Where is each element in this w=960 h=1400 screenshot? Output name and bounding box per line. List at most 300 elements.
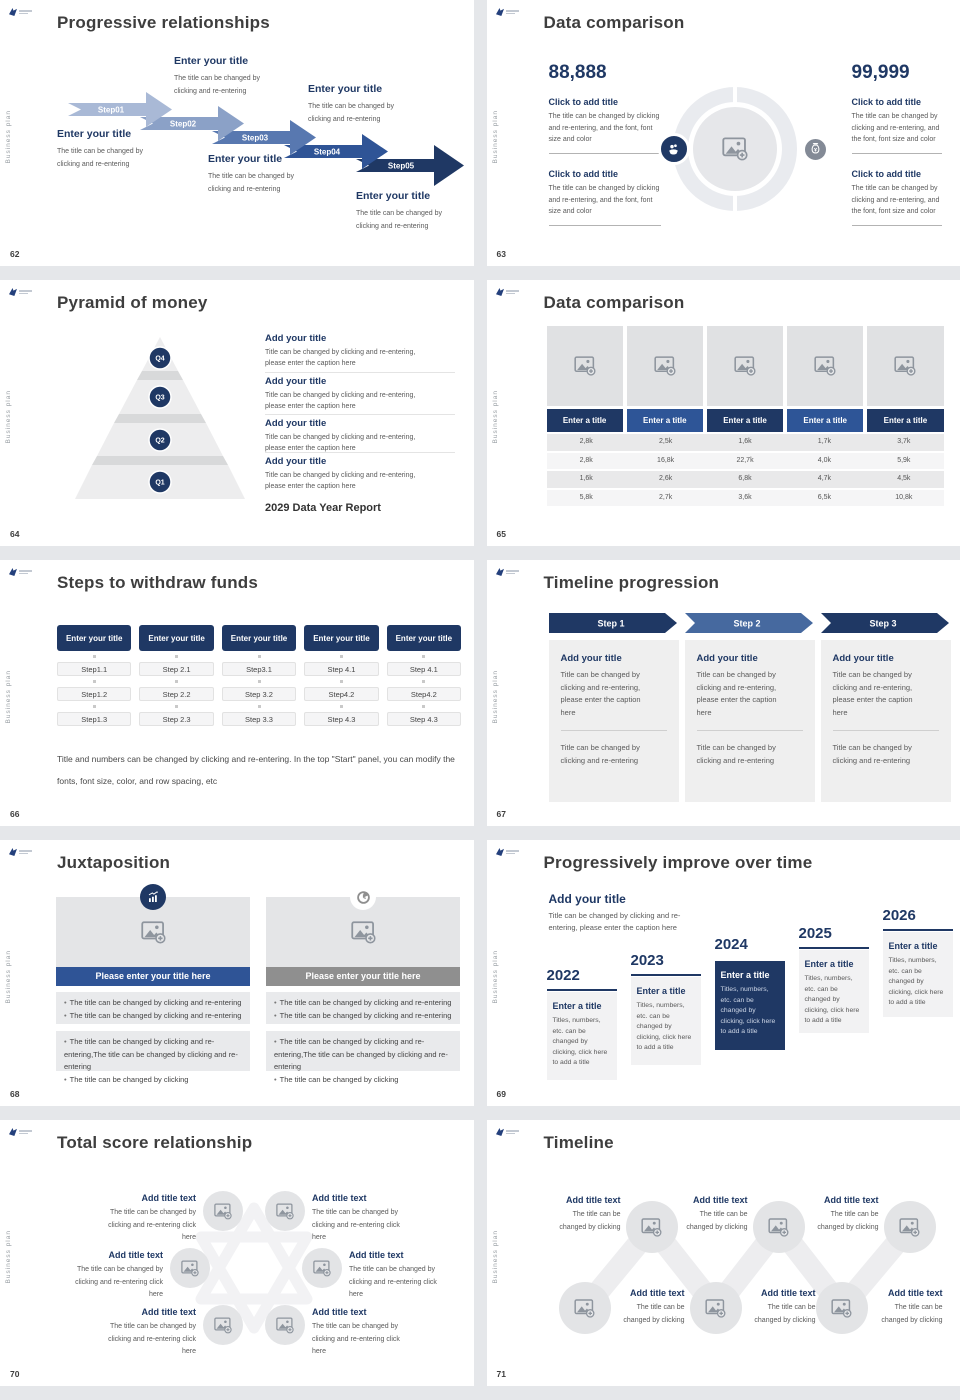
bar-chart-icon [146, 890, 161, 905]
year-rule [631, 974, 701, 976]
bullet-item: • The title can be changed by clicking and re-entering,The title can be changed by clicking and re-entering [274, 1037, 448, 1071]
slide-63[interactable] [487, 0, 960, 266]
image-placeholder-icon [654, 356, 676, 376]
item-caption-line: The title can be [894, 1304, 943, 1311]
sidebar-vertical-text: Business plan [5, 1230, 12, 1284]
text-block [312, 1193, 412, 1245]
brand-logo-icon [496, 8, 519, 16]
item-caption: The title can be changed by clicking and re-entering click here [108, 1323, 196, 1355]
logo-text-lines [506, 9, 519, 15]
bullet-dot: • [64, 1010, 67, 1020]
item-caption-line: The title can be changed by [308, 103, 395, 110]
year-rule [799, 947, 869, 949]
text-block [549, 169, 661, 226]
zigzag-connector-graphic [487, 1120, 960, 1386]
card-heading: Enter a title [888, 941, 938, 951]
bullet-dot: • [274, 1074, 277, 1084]
image-placeholder-icon [705, 1299, 726, 1318]
item-heading: Add title text [312, 1193, 367, 1203]
step-panel [685, 640, 815, 802]
hand-coins-badge [658, 133, 690, 165]
intro-heading: Add your title [548, 892, 626, 906]
bullet-list [56, 1031, 250, 1084]
brand-logo-icon [496, 288, 519, 296]
logo-text-lines [506, 849, 519, 855]
slide-title: Progressive relationships [57, 13, 270, 32]
image-placeholder-icon [574, 356, 596, 376]
block-caption: The title can be changed by clicking and re-entering, and the font, font size and color [548, 185, 660, 215]
year-card [883, 932, 953, 1017]
sidebar-vertical-text: Business plan [491, 110, 499, 164]
card-caption: Titles, numbers, etc. can be changed by clicking, click here to add a title [804, 975, 860, 1024]
item-heading: Add your title [696, 653, 758, 664]
logo-text-lines [19, 569, 32, 575]
year-rule [547, 989, 617, 991]
page-number: 62 [10, 249, 20, 259]
item-caption-line: The title can be changed by [208, 173, 295, 180]
slide-71[interactable] [487, 1120, 960, 1386]
step-column [57, 625, 131, 726]
step-box: Step 2.3 [139, 712, 213, 726]
image-placeholder-icon [734, 356, 756, 376]
item-caption: Title can be changed by clicking and re-entering, please enter the caption here [265, 472, 416, 490]
item-heading: Add your title [560, 653, 622, 664]
item-heading: Add your title [265, 456, 327, 467]
table-cell: 2,8k [579, 438, 593, 445]
step-panel [549, 640, 679, 802]
text-block [615, 1288, 685, 1327]
image-placeholder[interactable] [787, 326, 863, 406]
card-heading: Enter a title [552, 1001, 602, 1011]
image-placeholder-icon [574, 1299, 595, 1318]
slide-64[interactable] [0, 280, 474, 546]
block-heading: Click to add title [851, 169, 922, 179]
table-cell: 2,6k [658, 475, 673, 482]
image-placeholder[interactable] [867, 326, 943, 406]
column-header: Enter a title [547, 409, 623, 432]
item-caption-line: changed by clicking [686, 1223, 748, 1231]
year-card [631, 977, 701, 1065]
item-caption: Title can be changed by clicking and re-entering [832, 743, 912, 765]
image-placeholder-icon [214, 1203, 232, 1220]
page-number: 67 [496, 809, 506, 819]
step-panel [821, 640, 951, 802]
table-cell: 4,0k [817, 456, 832, 464]
step-label: Step05 [387, 161, 415, 171]
table-cell: 4,5k [897, 475, 911, 482]
item-caption-line: The title can be [767, 1304, 816, 1311]
text-block [265, 376, 457, 412]
divider [549, 225, 661, 226]
column-header: Enter a title [867, 409, 943, 432]
year-card-highlight [715, 961, 785, 1050]
item-caption: Title can be changed by clicking and re-entering, please enter the caption here [265, 392, 416, 410]
clock-badge [350, 884, 376, 910]
image-placeholder[interactable] [547, 326, 623, 406]
connector-dot [258, 655, 261, 658]
item-heading: Add your title [832, 653, 894, 664]
bullet-dot: • [64, 1074, 67, 1084]
pyramid-level-label: Q2 [155, 437, 165, 445]
step-label: Step01 [97, 105, 125, 115]
page-number: 65 [496, 529, 506, 539]
year-label: 2022 [546, 967, 580, 984]
bullet-dot: • [64, 1037, 67, 1046]
slide-title: Data comparison [543, 293, 685, 312]
item-caption-line: The title can be [572, 1211, 621, 1218]
step-box: Step 2.1 [139, 662, 213, 676]
item-caption: Title can be changed by clicking and re-entering, please enter the caption here [265, 349, 416, 367]
step-label: Step02 [169, 119, 197, 129]
text-block [852, 169, 948, 226]
column-header: Enter a title [627, 409, 703, 432]
divider [833, 730, 939, 731]
slide-title: Juxtaposition [57, 853, 171, 872]
item-caption: The title can be changed by clicking and re-entering click here [108, 1209, 196, 1241]
bullet-dot: • [274, 1010, 277, 1020]
step-column [387, 625, 461, 726]
item-heading: Add your title [265, 418, 327, 429]
item-caption-line: clicking and re-entering [174, 88, 247, 95]
table-cell: 1,6k [579, 475, 593, 482]
year-label: 2023 [630, 952, 664, 969]
connector-dot [340, 655, 343, 658]
comparison-table [547, 326, 944, 506]
connector-dot [93, 655, 96, 658]
item-caption: Title can be changed by clicking and re-entering, please enter the caption here [696, 670, 777, 717]
item-heading: Add title text [141, 1307, 196, 1317]
text-block [174, 55, 260, 98]
image-placeholder-icon [214, 1317, 232, 1334]
pyramid-level-label: Q3 [155, 394, 165, 402]
slide-title: Timeline progression [543, 573, 720, 592]
image-placeholder-icon [181, 1260, 199, 1277]
image-placeholder-icon [276, 1203, 294, 1220]
item-heading: Add your title [265, 333, 327, 344]
sidebar-vertical-text: Business plan [491, 390, 499, 444]
sidebar-vertical-text: Business plan [5, 110, 12, 164]
table-cell: 1,7k [817, 438, 832, 445]
connector-dot [258, 680, 261, 683]
card-caption: Titles, numbers, etc. can be changed by clicking, click here to add a title [636, 1002, 692, 1051]
item-caption-line: clicking and re-entering [308, 116, 381, 123]
card-caption: Titles, numbers, etc. can be changed by clicking, click here to add a title [720, 986, 776, 1035]
image-placeholder[interactable] [707, 326, 783, 406]
table-cell: 22,7k [736, 456, 754, 464]
image-placeholder[interactable] [265, 1305, 305, 1345]
item-caption-line: The title can be [699, 1211, 748, 1218]
connector-dot [258, 705, 261, 708]
item-caption-line: changed by clicking [559, 1223, 621, 1231]
item-heading: Enter your title [57, 128, 132, 140]
panel-title-bar: Please enter your title here [56, 967, 250, 986]
item-heading: Enter your title [174, 55, 249, 67]
step-label: Step 3 [868, 618, 897, 629]
sidebar-vertical-text: Business plan [491, 1230, 499, 1284]
table-cell: 3,6k [738, 493, 752, 501]
card-caption: Titles, numbers, etc. can be changed by clicking, click here to add a title [552, 1017, 608, 1066]
text-block [265, 456, 457, 492]
item-heading: Add title text [312, 1307, 367, 1317]
text-block [799, 1195, 879, 1234]
money-bag-icon [808, 142, 823, 157]
step-label: Step 1 [596, 618, 625, 629]
step-box: Step1.3 [57, 712, 131, 726]
image-placeholder[interactable] [693, 107, 777, 191]
item-caption: Title can be changed by clicking and re-entering [560, 743, 640, 765]
bullet-list [266, 1031, 460, 1084]
table-cell: 6,5k [817, 493, 832, 501]
item-caption-line: changed by clicking [817, 1223, 879, 1231]
item-caption-line: changed by clicking [623, 1316, 685, 1324]
table-cell: 1,6k [738, 438, 752, 445]
bullet-list [266, 992, 460, 1024]
item-caption-line: The title can be changed by [174, 75, 261, 82]
year-label: 2024 [714, 936, 748, 953]
page-number: 68 [10, 1089, 20, 1099]
page-number: 71 [496, 1369, 506, 1379]
slide-title: Data comparison [543, 13, 685, 32]
slide-66[interactable] [0, 560, 474, 826]
text-block [349, 1250, 449, 1302]
text-block [308, 83, 394, 126]
bullet-item: • The title can be changed by clicking and re-entering [274, 998, 452, 1007]
clock-icon [356, 890, 371, 905]
table-cell: 2,7k [658, 493, 673, 501]
image-placeholder-icon [313, 1260, 331, 1277]
bullet-item: • The title can be changed by clicking [64, 1074, 189, 1084]
connector-dot [340, 680, 343, 683]
table-cell: 4,7k [817, 475, 832, 482]
image-placeholder[interactable] [884, 1201, 936, 1253]
slide-67[interactable] [487, 560, 960, 826]
slide-note: Title and numbers can be changed by clicking and re-entering. In the top "Start" panel, you can modify the fonts, font size, color, and row spacing, etc [57, 754, 455, 786]
image-placeholder[interactable] [753, 1201, 805, 1253]
sidebar-vertical-text: Business plan [5, 950, 12, 1004]
image-placeholder[interactable] [816, 1282, 868, 1334]
pyramid-level-label: Q1 [155, 479, 165, 487]
text-block [312, 1307, 412, 1359]
page-number: 69 [496, 1089, 506, 1099]
step-columns [57, 625, 461, 726]
bullet-dot: • [274, 1037, 277, 1046]
step-box: Step4.2 [304, 687, 378, 701]
item-heading: Add title text [823, 1195, 879, 1205]
item-caption-line: changed by clicking [754, 1316, 816, 1324]
table-header-row [547, 409, 944, 432]
slide-title: Timeline [543, 1133, 614, 1152]
sidebar-vertical-text: Business plan [491, 950, 499, 1004]
item-caption-line: clicking and re-entering [208, 186, 281, 193]
item-caption: Title can be changed by clicking and re-entering [696, 743, 776, 765]
slide-62[interactable] [0, 0, 474, 266]
image-placeholder-icon [768, 1218, 789, 1237]
bullet-item: • The title can be changed by clicking and re-entering [64, 1010, 242, 1020]
bullet-item: • The title can be changed by clicking [274, 1074, 399, 1084]
step-box: Step 4.3 [387, 712, 461, 726]
image-placeholder[interactable] [265, 1191, 305, 1231]
item-caption: The title can be changed by clicking and re-entering click here [312, 1323, 400, 1355]
item-heading: Add title text [141, 1193, 196, 1203]
intro-caption: Title can be changed by clicking and re-entering, please enter the caption here [548, 911, 681, 932]
slide-title: Pyramid of money [57, 293, 208, 312]
year-rule [883, 929, 953, 931]
slide-title: Progressively improve over time [543, 853, 813, 872]
card-heading: Enter a title [636, 986, 686, 996]
year-card [799, 950, 869, 1033]
step-label: Step03 [241, 133, 269, 143]
table-cell: 10,8k [895, 493, 913, 501]
bullet-dot: • [64, 998, 67, 1007]
item-caption: The title can be changed by clicking and re-entering click here [349, 1266, 437, 1298]
step-label: Step04 [313, 147, 341, 157]
image-placeholder[interactable] [559, 1282, 611, 1334]
step-box: Step 3.2 [222, 687, 296, 701]
report-footer: 2029 Data Year Report [265, 502, 381, 514]
table-row [547, 434, 944, 451]
step-box: Step 2.2 [139, 687, 213, 701]
table-row [547, 453, 944, 470]
image-placeholder[interactable] [690, 1282, 742, 1334]
text-block [265, 418, 457, 454]
column-header: Enter a title [787, 409, 863, 432]
item-caption: Title can be changed by clicking and re-entering, please enter the caption here [560, 670, 641, 717]
image-placeholder-icon [722, 137, 748, 161]
text-block [208, 153, 294, 196]
table-cell: 16,8k [657, 456, 675, 464]
item-heading: Add title text [760, 1288, 816, 1298]
sidebar-vertical-text: Business plan [5, 670, 12, 724]
slide-70[interactable] [0, 1120, 474, 1386]
slide-68[interactable] [0, 840, 474, 1106]
table-row [547, 490, 944, 507]
step-box: Step 3.3 [222, 712, 296, 726]
bullet-item: • The title can be changed by clicking and re-entering,The title can be changed by clicking and re-entering [64, 1037, 238, 1071]
item-caption-line: clicking and re-entering [356, 223, 429, 230]
step-box: Step 4.3 [304, 712, 378, 726]
table-cell: 2,8k [579, 456, 593, 464]
block-heading: Click to add title [548, 169, 619, 179]
table-row [547, 471, 944, 488]
column-header: Enter a title [707, 409, 783, 432]
bullet-dot: • [274, 998, 277, 1007]
block-caption: The title can be changed by clicking and re-entering, and the font, font size and color [851, 185, 940, 215]
step-label: Step 2 [732, 618, 761, 629]
item-caption: Title can be changed by clicking and re-entering, please enter the caption here [265, 434, 416, 452]
slide-65[interactable] [487, 280, 960, 546]
step-box: Step 4.1 [304, 662, 378, 676]
block-heading: Click to add title [851, 97, 922, 107]
text-block [746, 1288, 816, 1327]
text-block [873, 1288, 943, 1327]
image-placeholder[interactable] [302, 1248, 342, 1288]
column-header: Enter your title [139, 625, 213, 651]
year-label: 2025 [798, 925, 832, 942]
block-caption: The title can be changed by clicking and re-entering, and the font, font size and color [548, 113, 660, 143]
item-caption-line: The title can be changed by [356, 210, 443, 217]
slide-69[interactable] [487, 840, 960, 1106]
item-heading: Add title text [108, 1250, 163, 1260]
intro-block [549, 892, 709, 933]
divider [852, 153, 942, 154]
connector-dot [422, 655, 425, 658]
panel-title-bar: Please enter your title here [266, 967, 460, 986]
card-heading: Enter a title [804, 959, 854, 969]
brand-logo-icon [9, 568, 32, 576]
text-block [63, 1250, 163, 1302]
divider [265, 414, 455, 415]
slide-title: Total score relationship [57, 1133, 253, 1152]
step-box: Step3.1 [222, 662, 296, 676]
image-placeholder-icon [814, 356, 836, 376]
text-block [668, 1195, 748, 1234]
bullet-list [56, 992, 250, 1024]
image-placeholder-icon [899, 1218, 920, 1237]
page-number: 66 [10, 809, 20, 819]
image-placeholder[interactable] [203, 1305, 243, 1345]
card-heading: Enter a title [720, 970, 770, 980]
text-block [96, 1193, 196, 1245]
connector-dot [340, 705, 343, 708]
divider [561, 730, 667, 731]
page-number: 64 [10, 529, 20, 539]
logo-text-lines [506, 289, 519, 295]
hand-coins-icon [666, 142, 681, 157]
step-box: Step4.2 [387, 687, 461, 701]
step-box: Step1.2 [57, 687, 131, 701]
image-placeholder[interactable] [627, 326, 703, 406]
divider [852, 225, 942, 226]
image-placeholder-icon [641, 1218, 662, 1237]
image-placeholder-icon [276, 1317, 294, 1334]
connector-dot [93, 680, 96, 683]
divider [697, 730, 803, 731]
connector-dot [175, 705, 178, 708]
item-heading: Add title text [349, 1250, 404, 1260]
text-block [852, 97, 948, 154]
item-caption-line: The title can be [636, 1304, 685, 1311]
image-placeholder[interactable] [203, 1191, 243, 1231]
text-block [549, 97, 661, 154]
image-placeholder-icon [831, 1299, 852, 1318]
table-cell: 6,8k [738, 475, 752, 482]
image-placeholder[interactable] [170, 1248, 210, 1288]
brand-logo-icon [496, 848, 519, 856]
table-image-row [547, 326, 944, 406]
image-placeholder-icon [141, 921, 166, 944]
stat-value-left: 88,888 [548, 62, 607, 83]
year-card [547, 992, 617, 1080]
card-caption: Titles, numbers, etc. can be changed by clicking, click here to add a title [888, 957, 944, 1006]
text-block [265, 333, 457, 369]
column-header: Enter your title [304, 625, 378, 651]
year-label: 2026 [882, 907, 916, 924]
logo-text-lines [19, 849, 32, 855]
item-heading: Add title text [692, 1195, 748, 1205]
slide-title: Steps to withdraw funds [57, 573, 259, 592]
step-column [304, 625, 378, 726]
sidebar-vertical-text: Business plan [491, 670, 499, 724]
item-heading: Enter your title [208, 153, 283, 165]
connector-dot [175, 655, 178, 658]
item-heading: Add your title [265, 376, 327, 387]
text-block [96, 1307, 196, 1359]
page-number: 70 [10, 1369, 20, 1379]
text-block [541, 1195, 621, 1234]
step-column [222, 625, 296, 726]
block-heading: Click to add title [548, 97, 619, 107]
item-heading: Add title text [565, 1195, 621, 1205]
